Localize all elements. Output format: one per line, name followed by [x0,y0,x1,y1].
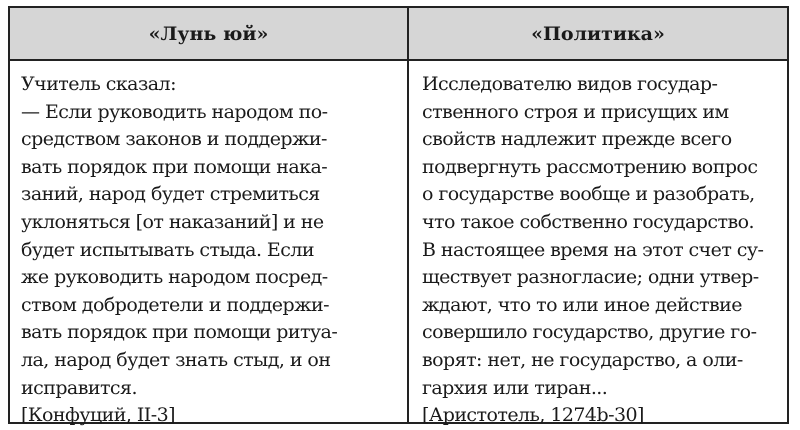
left-line: ством добродетели и поддержи- [21,293,329,316]
left-line: заний, народ будет стремиться [21,183,320,206]
left-line: — Если руководить народом по- [21,100,328,123]
left-line: средством законов и поддержи- [21,128,327,151]
right-line: ждают, что то или иное действие [422,293,742,316]
left-line: уклоняться [от наказаний] и не [21,210,324,233]
right-line: совершило государство, другие го- [422,321,757,344]
right-line: подвергнуть рассмотрению вопрос [422,155,758,178]
header-row [10,8,787,61]
right-line: что такое собственно государство. [422,210,754,233]
column-divider [407,8,409,422]
right-line: гархия или тиран... [422,376,608,399]
header-lun-yu: «Лунь юй» [148,22,269,45]
comparison-table [8,6,789,427]
left-line: исправится. [21,376,137,399]
left-line: же руководить народом посред- [21,266,328,289]
right-line: Исследователю видов государ- [422,73,718,95]
right-line: ществует разногласие; одни утвер- [422,266,759,289]
left-line: ла, народ будет знать стыд, и он [21,348,331,371]
right-quote-cell [422,71,782,430]
left-line: будет испытывать стыда. Если [21,238,314,261]
left-line: вать порядок при помощи ритуа- [21,321,338,344]
right-line: ственного строя и присущих им [422,100,729,123]
right-line: свойств надлежит прежде всего [422,128,732,151]
left-citation: [Конфуций, II-3] [21,404,176,427]
left-quote-cell [21,71,401,430]
right-line: ворят: нет, не государство, а оли- [422,348,743,371]
left-line: Учитель сказал: [21,73,176,95]
left-line: вать порядок при помощи нака- [21,155,328,178]
right-line: В настоящее время на этот счет су- [422,238,764,261]
right-citation: [Аристотель, 1274b-30] [422,404,644,427]
header-politika: «Политика» [531,22,665,45]
right-line: о государстве вообще и разобрать, [422,183,755,206]
